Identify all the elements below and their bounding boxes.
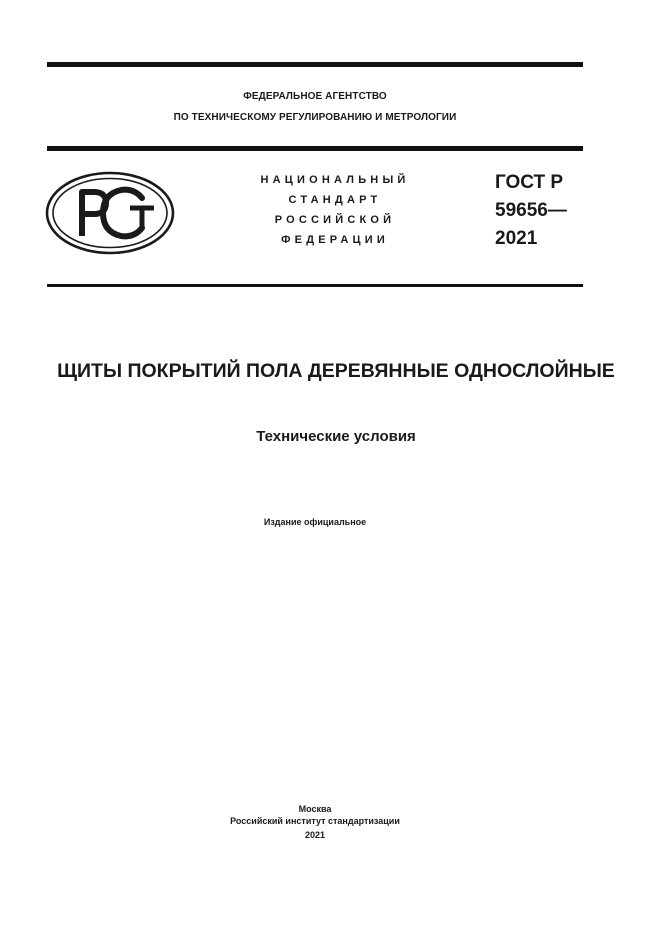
header-rule	[47, 146, 583, 151]
agency-name-line-1: ФЕДЕРАЛЬНОЕ АГЕНТСТВО	[243, 91, 387, 102]
standard-type-line-1: НАЦИОНАЛЬНЫЙ	[260, 174, 410, 186]
agency-name-line-2: ПО ТЕХНИЧЕСКОМУ РЕГУЛИРОВАНИЮ И МЕТРОЛОГИИ	[173, 112, 457, 123]
standard-type-line-2: СТАНДАРТ	[288, 194, 382, 206]
top-rule	[47, 62, 583, 67]
standard-type-line-4: ФЕДЕРАЦИИ	[281, 234, 389, 246]
imprint-publisher: Российский институт стандартизации	[230, 816, 400, 826]
section-rule	[47, 284, 583, 287]
gost-designation-line-3: 2021	[495, 228, 538, 249]
rst-certification-logo-icon	[44, 170, 176, 256]
document-title: ЩИТЫ ПОКРЫТИЙ ПОЛА ДЕРЕВЯННЫЕ ОДНОСЛОЙНЫЕ	[57, 360, 615, 382]
document-subtitle: Технические условия	[256, 428, 416, 445]
standard-type-line-3: РОССИЙСКОЙ	[274, 214, 396, 226]
imprint-city: Москва	[298, 804, 332, 814]
imprint-year: 2021	[304, 830, 326, 840]
gost-designation-line-1: ГОСТ Р	[495, 172, 564, 193]
edition-note: Издание официальное	[263, 517, 367, 527]
gost-designation-line-2: 59656—	[495, 200, 567, 221]
